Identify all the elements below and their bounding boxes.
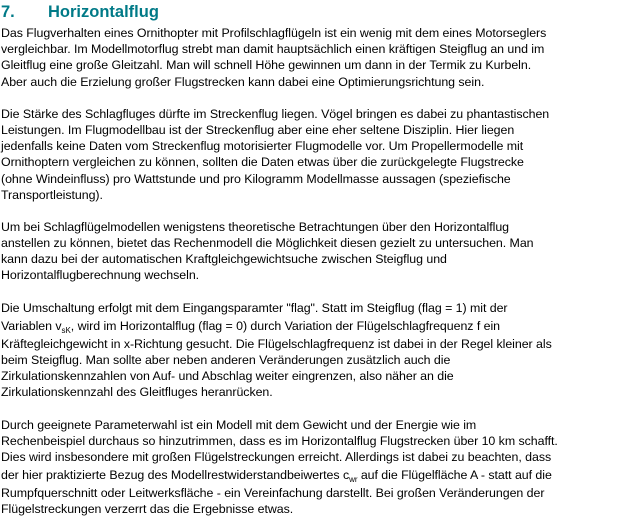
text-fragment: der hier praktizierte Bezug des Modellrestwiderstandbeiwertes c xyxy=(1,468,350,483)
paragraph-5 xyxy=(1,417,641,518)
subscript-wr: wr xyxy=(349,475,358,485)
paragraph-1 xyxy=(1,25,641,90)
text-line: Flügelstreckungen verzerrt das die Ergebnisse etwas. xyxy=(1,502,294,517)
text-line: Durch geeignete Parameterwahl ist ein Modell mit dem Gewicht und der Energie wie im xyxy=(1,417,477,432)
text-line: Leistungen. Im Flugmodellbau ist der Streckenflug aber eine eher seltene Disziplin. Hier liegen xyxy=(1,122,515,137)
text-line: Die Stärke des Schlagfluges dürfte im Streckenflug liegen. Vögel bringen es dabei zu phantastischen xyxy=(1,106,550,121)
paragraph-spacer xyxy=(1,90,641,106)
paragraph-spacer xyxy=(1,203,641,219)
text-line: Die Umschaltung erfolgt mit dem Eingangsparamter "flag". Statt im Steigflug (flag = 1) mit der xyxy=(1,300,508,315)
text-line: vergleichbar. Im Modellmotorflug strebt man damit hauptsächlich einen kräftigen Steigflug an und im xyxy=(1,42,545,57)
text-line: anstellen zu können, bietet das Rechenmodell die Möglichkeit diesen gezielt zu untersuchen. Man xyxy=(1,236,534,251)
text-line: Aber auch die Erzielung großer Flugstrecken kann dabei eine Optimierungsrichtung sein. xyxy=(1,74,485,89)
text-fragment: auf die Flügelfläche A - statt auf die xyxy=(357,468,552,483)
paragraph-2 xyxy=(1,106,641,203)
text-line: Horizontalflugberechnung wechseln. xyxy=(1,268,200,283)
paragraph-4 xyxy=(1,300,641,401)
section-title: Horizontalflug xyxy=(48,3,159,21)
text-fragment: , wird im Horizontalflug (flag = 0) durch Variation der Flügelschlagfrequenz f ein xyxy=(70,318,500,333)
section-heading xyxy=(1,0,641,25)
paragraph-spacer xyxy=(1,284,641,300)
text-line: Zirkulationskennzahl des Gleitfluges heranrücken. xyxy=(1,385,273,400)
text-line: Dies wird insbesondere mit großen Flügelstreckungen erreicht. Allerdings ist dabei zu beachten, dass xyxy=(1,449,552,464)
text-line xyxy=(1,316,641,336)
text-line: Zirkulationskennzahlen von Auf- und Abschlag weiter eingrenzen, also näher an die xyxy=(1,369,454,384)
paragraph-spacer xyxy=(1,401,641,417)
text-line: Ornithoptern vergleichen zu können, sollten die Daten etwas über die zurückgelegte Flugstrecke xyxy=(1,155,524,170)
text-line: Das Flugverhalten eines Ornithopter mit Profilschlagflügeln ist ein wenig mit dem eines Motorseglers xyxy=(1,26,547,40)
document-page xyxy=(1,0,641,518)
text-line: (ohne Windeinfluss) pro Wattstunde und pro Kilogramm Modellmasse aussagen (speziefische xyxy=(1,171,511,186)
text-line: Gleitflug eine große Gleitzahl. Man will schnell Höhe gewinnen um dann in der Termik zu Kurbeln. xyxy=(1,58,532,73)
text-line: jedenfalls keine Daten vom Streckenflug motorisierter Flugmodelle vor. Um Propellermodelle mit xyxy=(1,139,524,154)
text-line: Rechenbeispiel durchaus so hinzutrimmen, dass es im Horizontalflug Flugstrecken über 10 km schafft. xyxy=(1,433,558,448)
text-fragment: Variablen v xyxy=(1,318,62,333)
text-line xyxy=(1,465,641,485)
text-line: Transportleistung). xyxy=(1,187,103,202)
text-line: Rumpfquerschnitt oder Leitwerksfläche - ein Vereinfachung darstellt. Bei großen Veränderungen der xyxy=(1,486,545,501)
subscript-sK: sK xyxy=(61,325,71,335)
text-line: Um bei Schlagflügelmodellen wenigstens theoretische Betrachtungen über den Horizontalflug xyxy=(1,219,510,234)
section-number: 7. xyxy=(1,3,15,21)
text-line: Kräftegleichgewicht in x-Richtung gesucht. Die Flügelschlagfrequenz ist dabei in der Regel kleiner als xyxy=(1,336,552,351)
text-line: beim Steigflug. Man sollte aber neben anderen Veränderungen zusätzlich auch die xyxy=(1,353,451,367)
paragraph-3 xyxy=(1,219,641,284)
text-line: kann dazu bei der automatischen Kraftgleichgewichtsuche zwischen Steigflug und xyxy=(1,252,447,267)
